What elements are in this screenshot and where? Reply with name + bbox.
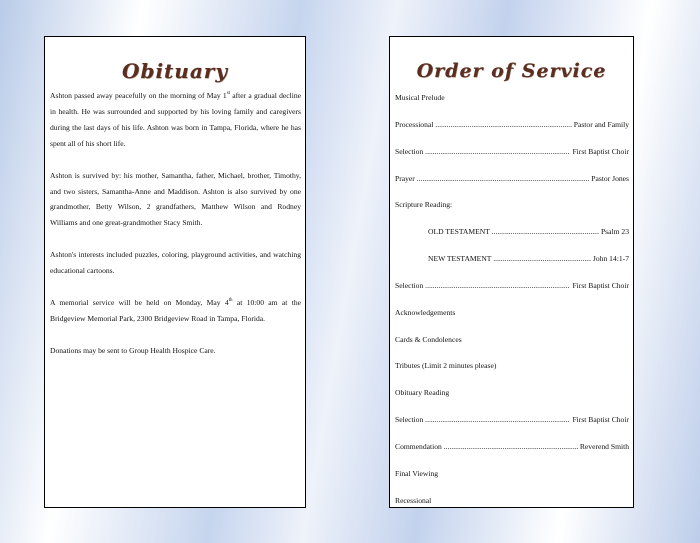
service-list	[395, 92, 629, 522]
service-item	[395, 146, 629, 173]
service-item-label: Selection .....	[395, 146, 570, 173]
service-item	[395, 334, 629, 361]
service-item-label: Prayer .....	[395, 173, 589, 200]
service-item-label: Tributes (Limit 2 minutes please)	[395, 361, 497, 371]
service-item-label: NEW TESTAMENT .....	[428, 253, 591, 280]
service-item-label: Cards & Condolences	[395, 334, 462, 344]
service-item-participant: John 14:1-7	[592, 254, 629, 264]
service-item	[395, 280, 629, 307]
service-item-label: Scripture Reading:	[395, 200, 453, 210]
service-item	[395, 173, 629, 200]
obituary-title: Obituary	[122, 59, 228, 83]
service-item	[395, 441, 629, 468]
order-of-service-page	[389, 36, 634, 508]
service-item	[395, 253, 629, 280]
service-item-label: Musical Prelude	[395, 93, 445, 102]
service-item-participant: First Baptist Choir	[572, 146, 629, 156]
service-item	[395, 414, 629, 441]
service-item-label: Obituary Reading	[395, 388, 450, 398]
service-item	[395, 307, 629, 334]
service-item	[395, 226, 629, 253]
service-item-label: Acknowledgements	[395, 307, 456, 317]
service-item-label: Final Viewing	[395, 468, 439, 478]
service-item-label: OLD TESTAMENT .....	[428, 226, 599, 253]
service-item-participant: Psalm 23	[600, 227, 629, 237]
obituary-paragraph-4: A memorial service will be held on Monday, May 4th at 10:00 am at the Bridgeview Memorial Park, 2300 Bridgeview Road in Tampa, Florida.	[50, 298, 301, 323]
service-item-label: Selection .....	[395, 280, 570, 307]
service-item	[395, 119, 629, 146]
service-item-participant: First Baptist Choir	[572, 280, 629, 290]
service-item	[395, 387, 629, 414]
obituary-paragraph-5: Donations may be sent to Group Health Hospice Care.	[50, 345, 216, 355]
service-item-participant: Pastor and Family	[573, 119, 629, 129]
obituary-paragraph-3: Ashton's interests included puzzles, coloring, playground activities, and watching educational cartoons.	[50, 250, 301, 276]
service-item	[395, 468, 629, 495]
obituary-paragraph-1: Ashton passed away peacefully on the morning of May 1st after a gradual decline in health. He was surrounded and supported by his loving family and caregivers during the last days of his life. Ashton was born in Tampa, Florida, where he has spent all of his short life.	[50, 91, 301, 148]
service-item	[395, 199, 629, 226]
service-item-label: Recessional	[395, 495, 432, 505]
service-item-label: Commendation .....	[395, 441, 578, 468]
service-item-participant: Pastor Jones	[591, 173, 629, 183]
service-title: Order of Service	[416, 60, 607, 82]
service-item-participant: First Baptist Choir	[572, 415, 629, 425]
service-item	[395, 495, 629, 522]
service-item-label: Processional .....	[395, 119, 572, 146]
service-item	[395, 360, 629, 387]
obituary-page	[44, 36, 306, 508]
service-item-participant: Reverend Smith	[579, 441, 629, 451]
obituary-text	[50, 88, 301, 375]
service-item-label: Selection .....	[395, 414, 570, 441]
service-item	[395, 92, 629, 119]
obituary-paragraph-2: Ashton is survived by: his mother, Samantha, father, Michael, brother, Timothy, and two sisters, Samantha-Anne and Maddison. Ashton is also survived by one grandmother, Betty Wilson, 2 grandfathers, Matthew Wilson and Rodney Williams and one great-grandmother Stacy Smith.	[50, 170, 301, 228]
